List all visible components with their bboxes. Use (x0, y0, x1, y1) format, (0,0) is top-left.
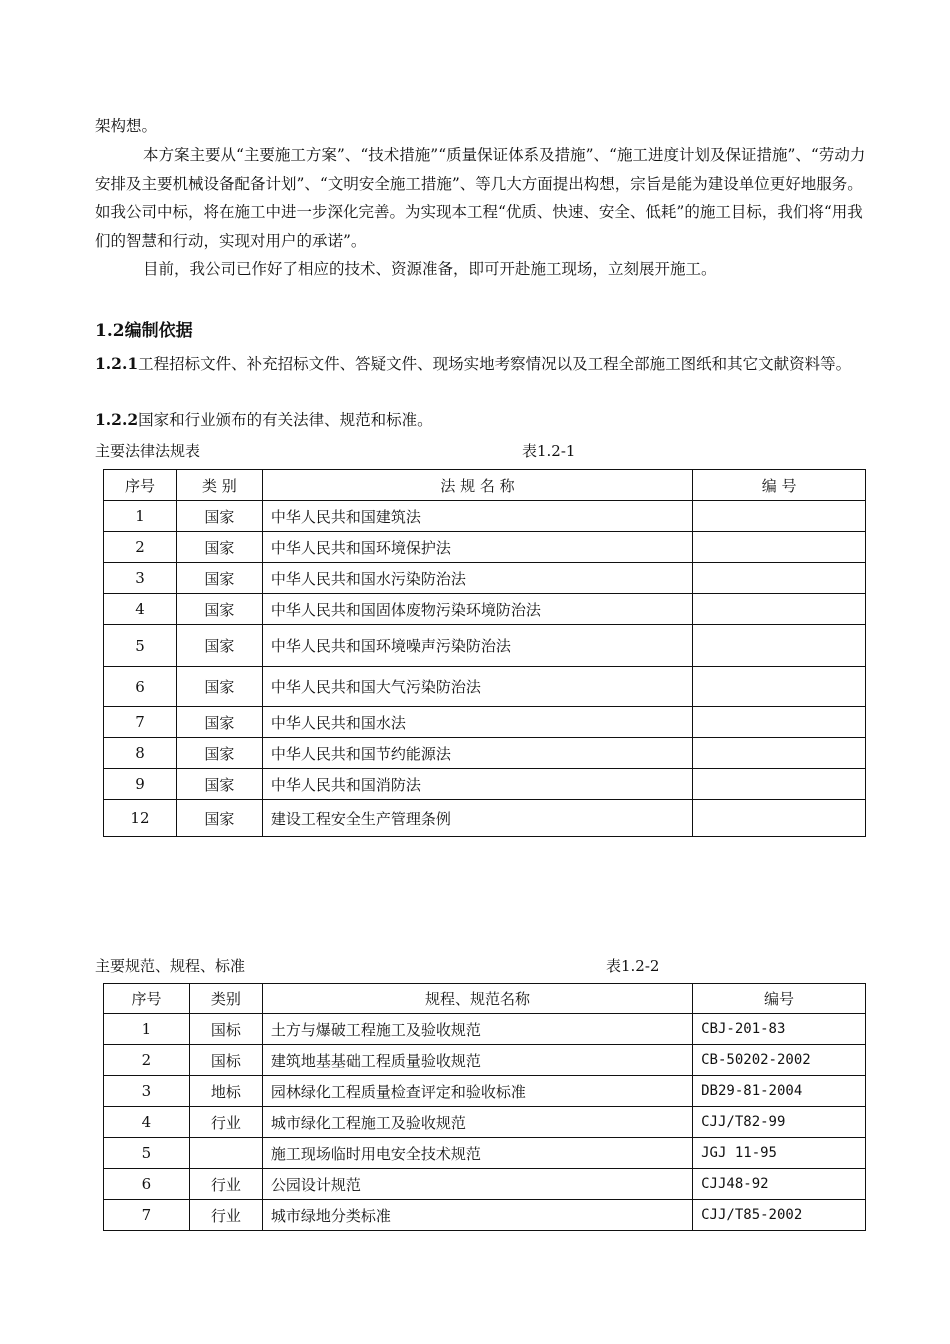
cell-name: 园林绿化工程质量检查评定和验收标准 (262, 1076, 692, 1107)
clause-number: 1.2.1 (95, 354, 139, 373)
clause-text: 工程招标文件、补充招标文件、答疑文件、现场实地考察情况以及工程全部施工图纸和其它文献资料等。 (138, 355, 852, 373)
cell-code: CJJ48-92 (693, 1169, 866, 1200)
table-header-row (104, 470, 866, 501)
cell-index: 4 (104, 1107, 190, 1138)
cell-name: 中华人民共和国水法 (262, 707, 692, 738)
cell-index: 2 (104, 532, 177, 563)
column-header: 编号 (693, 984, 866, 1014)
cell-index: 6 (104, 667, 177, 707)
table-row (104, 501, 866, 532)
cell-name: 中华人民共和国大气污染防治法 (262, 667, 692, 707)
cell-category: 国家 (176, 532, 262, 563)
table-row (104, 625, 866, 667)
cell-name: 施工现场临时用电安全技术规范 (262, 1138, 692, 1169)
cell-index: 5 (104, 625, 177, 667)
cell-name: 中华人民共和国节约能源法 (262, 738, 692, 769)
cell-category (189, 1138, 262, 1169)
column-header: 法 规 名 称 (262, 470, 692, 501)
table-row (104, 667, 866, 707)
table-row (104, 1076, 866, 1107)
intro-paragraph-main: 本方案主要从“主要施工方案”、“技术措施”“质量保证体系及措施”、“施工进度计划及保证措施”、“劳动力安排及主要机械设备配备计划”、“文明安全施工措施”、等几大方面提出构想，宗旨是能为建设单位更好地服务。如我公司中标，将在施工中进一步深化完善。为实现本工程“优质、快速、安全、低耗”的施工目标，我们将“用我们的智慧和行动，实现对用户的承诺”。 (95, 146, 866, 250)
table-row (104, 1107, 866, 1138)
clause-1-2-1 (95, 351, 870, 377)
cell-category: 行业 (189, 1169, 262, 1200)
cell-index: 3 (104, 1076, 190, 1107)
cell-index: 7 (104, 1200, 190, 1231)
cell-index: 3 (104, 563, 177, 594)
cell-name: 中华人民共和国消防法 (262, 769, 692, 800)
cell-code (693, 769, 866, 800)
cell-category: 国家 (176, 738, 262, 769)
cell-index: 8 (104, 738, 177, 769)
cell-code: CB-50202-2002 (693, 1045, 866, 1076)
cell-name: 土方与爆破工程施工及验收规范 (262, 1014, 692, 1045)
cell-code: DB29-81-2004 (693, 1076, 866, 1107)
cell-name: 建设工程安全生产管理条例 (262, 800, 692, 837)
cell-index: 1 (104, 1014, 190, 1045)
cell-code: JGJ 11-95 (693, 1138, 866, 1169)
table-row (104, 1138, 866, 1169)
cell-category: 国家 (176, 769, 262, 800)
table-row (104, 1169, 866, 1200)
table-row (104, 738, 866, 769)
cell-name: 城市绿地分类标准 (262, 1200, 692, 1231)
cell-code (693, 501, 866, 532)
cell-category: 国家 (176, 707, 262, 738)
column-header: 序号 (104, 470, 177, 501)
cell-category: 国家 (176, 625, 262, 667)
cell-code (693, 707, 866, 738)
cell-code (693, 738, 866, 769)
clause-number: 1.2.2 (95, 410, 139, 429)
cell-code: CBJ-201-83 (693, 1014, 866, 1045)
cell-index: 4 (104, 594, 177, 625)
cell-name: 中华人民共和国环境噪声污染防治法 (262, 625, 692, 667)
table-header-row (104, 984, 866, 1014)
table-row (104, 532, 866, 563)
cell-name: 公园设计规范 (262, 1169, 692, 1200)
cell-code (693, 625, 866, 667)
standards-table (103, 983, 866, 1231)
cell-category: 国家 (176, 800, 262, 837)
intro-paragraph-readiness: 目前，我公司已作好了相应的技术、资源准备，即可开赴施工现场，立刻展开施工。 (143, 260, 717, 278)
column-header: 规程、规范名称 (262, 984, 692, 1014)
cell-index: 12 (104, 800, 177, 837)
column-header: 序号 (104, 984, 190, 1014)
table-row (104, 707, 866, 738)
table-row (104, 1014, 866, 1045)
table-row (104, 563, 866, 594)
cell-code (693, 800, 866, 837)
cell-category: 国家 (176, 667, 262, 707)
cell-code: CJJ/T82-99 (693, 1107, 866, 1138)
table-row (104, 769, 866, 800)
cell-name: 中华人民共和国环境保护法 (262, 532, 692, 563)
cell-name: 建筑地基基础工程质量验收规范 (262, 1045, 692, 1076)
section-heading: 1.2编制依据 (95, 321, 193, 341)
cell-name: 城市绿化工程施工及验收规范 (262, 1107, 692, 1138)
cell-code (693, 532, 866, 563)
table-row (104, 1045, 866, 1076)
column-header: 类别 (189, 984, 262, 1014)
cell-index: 5 (104, 1138, 190, 1169)
cell-category: 国标 (189, 1045, 262, 1076)
cell-name: 中华人民共和国水污染防治法 (262, 563, 692, 594)
cell-code (693, 594, 866, 625)
table2-number: 表1.2-2 (606, 957, 660, 975)
cell-index: 1 (104, 501, 177, 532)
cell-name: 中华人民共和国建筑法 (262, 501, 692, 532)
column-header: 编 号 (693, 470, 866, 501)
table2-caption: 主要规范、规程、标准 (95, 957, 246, 975)
table-row (104, 594, 866, 625)
cell-category: 国标 (189, 1014, 262, 1045)
cell-index: 6 (104, 1169, 190, 1200)
clause-text: 国家和行业颁布的有关法律、规范和标准。 (138, 411, 433, 429)
cell-index: 7 (104, 707, 177, 738)
table1-number: 表1.2-1 (522, 442, 576, 460)
table1-caption: 主要法律法规表 (95, 442, 201, 460)
intro-continuation: 架构想。 (95, 117, 158, 135)
cell-category: 地标 (189, 1076, 262, 1107)
column-header: 类 别 (176, 470, 262, 501)
cell-code (693, 667, 866, 707)
cell-code: CJJ/T85-2002 (693, 1200, 866, 1231)
cell-category: 国家 (176, 501, 262, 532)
table-row (104, 1200, 866, 1231)
cell-index: 2 (104, 1045, 190, 1076)
cell-category: 国家 (176, 563, 262, 594)
cell-category: 国家 (176, 594, 262, 625)
table-row (104, 800, 866, 837)
cell-name: 中华人民共和国固体废物污染环境防治法 (262, 594, 692, 625)
cell-category: 行业 (189, 1107, 262, 1138)
clause-1-2-2 (95, 407, 870, 433)
cell-category: 行业 (189, 1200, 262, 1231)
cell-index: 9 (104, 769, 177, 800)
cell-code (693, 563, 866, 594)
laws-table (103, 469, 866, 837)
